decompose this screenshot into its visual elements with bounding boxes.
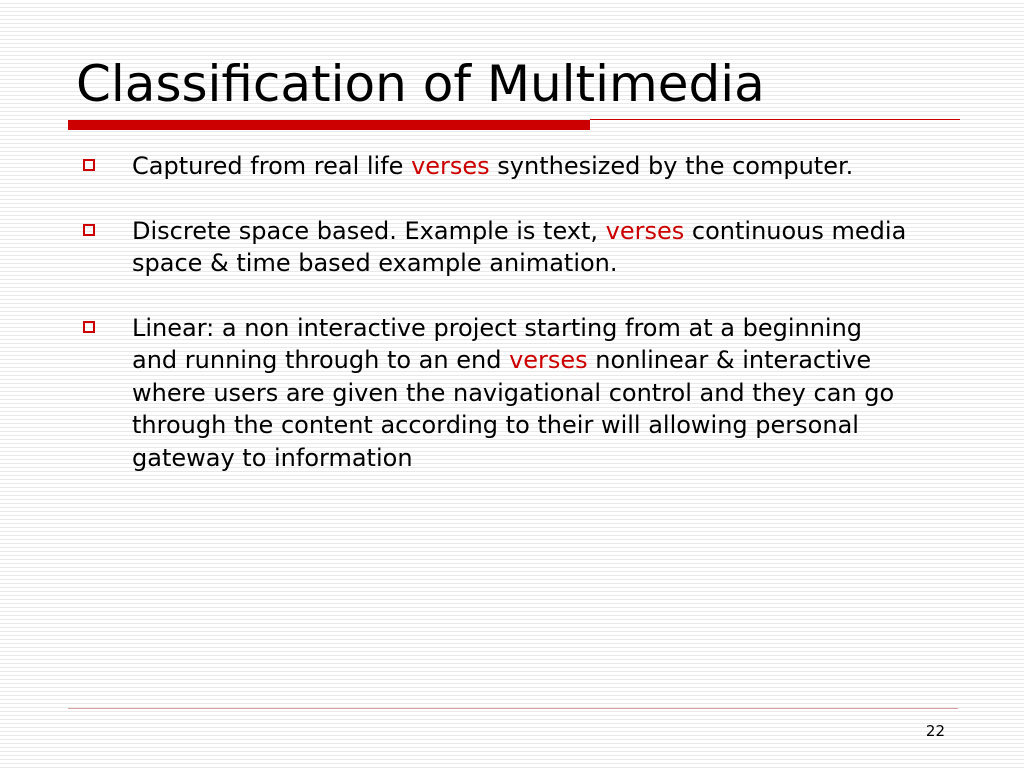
page-number: 22	[925, 722, 945, 740]
bullet-list	[78, 150, 908, 506]
title-underline-thin	[590, 119, 960, 120]
footer-divider	[68, 708, 958, 709]
bullet-highlight: verses	[605, 216, 685, 245]
bullet-highlight: verses	[411, 152, 490, 180]
hollow-square-bullet-icon	[83, 321, 95, 333]
bullet-item	[78, 312, 908, 475]
bullet-text: Discrete space based. Example is text,	[132, 216, 606, 245]
hollow-square-bullet-icon	[83, 224, 95, 236]
title-underline-thick	[68, 120, 590, 130]
bullet-item	[78, 150, 908, 183]
hollow-square-bullet-icon	[83, 159, 95, 171]
bullet-text: Linear: a non interactive project starting from at a beginning and running through to an end	[132, 313, 863, 374]
bullet-text: Captured from real life	[132, 152, 412, 180]
bullet-text: synthesized by the computer.	[489, 152, 854, 180]
bullet-text: nonlinear & interactive where users are given the navigational control and they can go through the content according to their will allowing personal gateway to information	[132, 346, 895, 472]
bullet-item	[78, 215, 908, 280]
bullet-highlight: verses	[509, 346, 588, 374]
bullet-text: continuous media space & time based example animation.	[132, 216, 907, 277]
slide-title: Classification of Multimedia	[76, 55, 765, 113]
